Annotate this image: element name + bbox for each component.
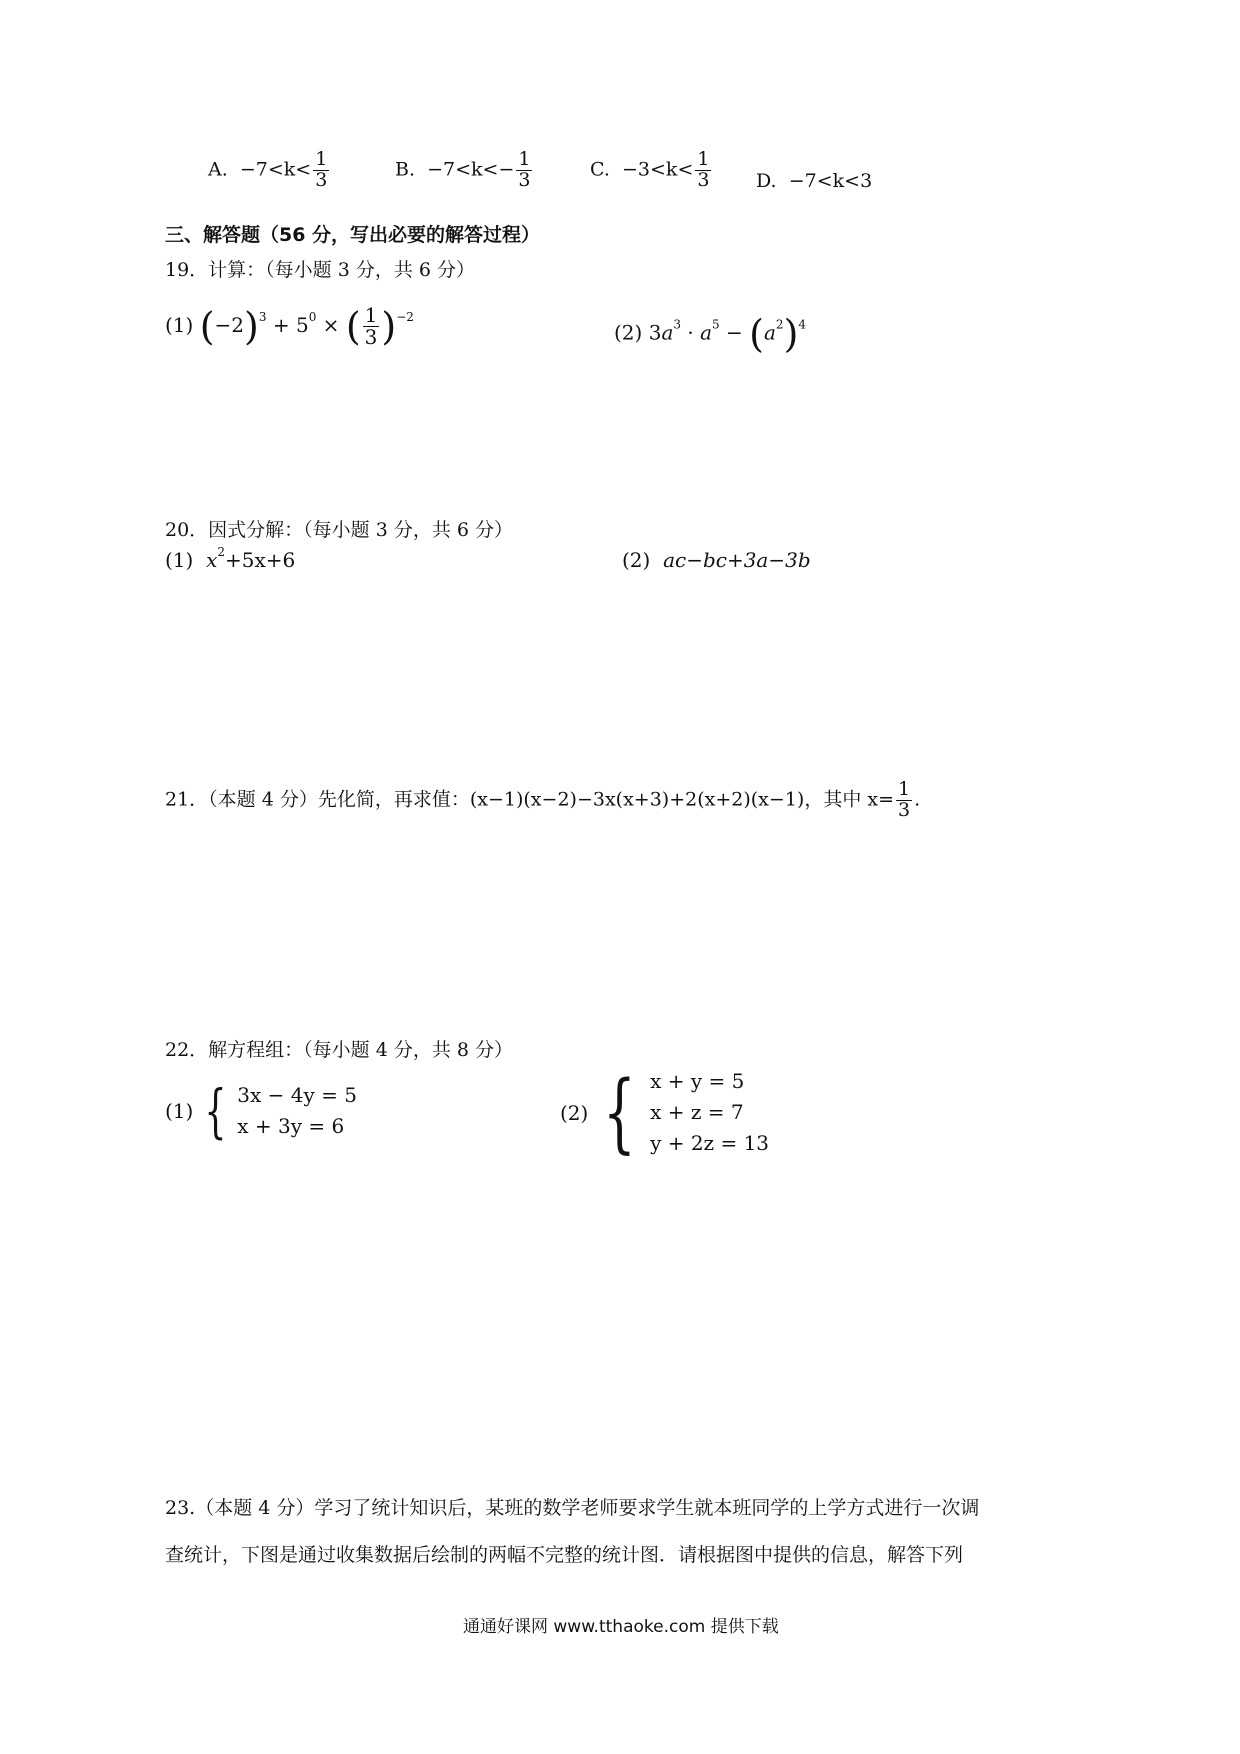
option-a: A. −7<k< $\frac{1}{3}$ bbox=[208, 148, 328, 191]
equation-system: x + y = 5 x + z = 7 y + 2z = 13 bbox=[650, 1069, 770, 1155]
option-b: B. −7<k<− $\frac{1}{3}$ bbox=[395, 148, 531, 191]
q21: 21．（本题 4 分）先化简，再求值：(x−1)(x−2)−3x(x+3)+2(x+2)(x−1)，其中 x= $\frac{1}{3}$ . bbox=[165, 778, 921, 821]
q20-heading: 20．因式分解：（每小题 3 分，共 6 分） bbox=[165, 519, 514, 541]
fraction: $\frac{1}{3}$ bbox=[364, 303, 378, 349]
q23-line1: 23.（本题 4 分）学习了统计知识后，某班的数学老师要求学生就本班同学的上学方式进行一次调 bbox=[165, 1497, 980, 1519]
q22-part2: (2) { x + y = 5 x + z = 7 y + 2z = 13 bbox=[560, 1062, 770, 1163]
q23-line2: 查统计，下图是通过收集数据后绘制的两幅不完整的统计图．请根据图中提供的信息，解答下列 bbox=[165, 1544, 964, 1566]
fraction: $\frac{1}{3}$ bbox=[518, 148, 531, 191]
section-title: 三、解答题（56 分，写出必要的解答过程） bbox=[165, 224, 541, 246]
footer-credit: 通通好课网 www.tthaoke.com 提供下载 bbox=[463, 1617, 779, 1637]
q20-part2: (2) ac−bc+3a−3b bbox=[622, 548, 811, 572]
q20-part1: (1) $x^2+5x+6$ bbox=[165, 545, 296, 572]
q22-heading: 22．解方程组：（每小题 4 分，共 8 分） bbox=[165, 1039, 514, 1061]
fraction: $\frac{1}{3}$ bbox=[315, 148, 328, 191]
brace-icon: { bbox=[204, 1077, 227, 1145]
fraction: $\frac{1}{3}$ bbox=[898, 778, 911, 821]
equation-system: 3x − 4y = 5 x + 3y = 6 bbox=[237, 1083, 357, 1138]
q22-part1: (1) { 3x − 4y = 5 x + 3y = 6 bbox=[165, 1077, 357, 1145]
q19-part1: (1) $(-2)^3 + 5^0$ × ( $\frac{1}{3}$ )$^{-2}$ bbox=[165, 303, 414, 349]
option-d: D. −7<k<3 bbox=[756, 170, 873, 192]
q19-heading: 19．计算：（每小题 3 分，共 6 分） bbox=[165, 259, 476, 281]
brace-icon: { bbox=[603, 1062, 637, 1163]
option-c: C. −3<k< $\frac{1}{3}$ bbox=[590, 148, 710, 191]
q19-part2: (2) $3a^3 \cdot a^5 - (a^2)^4$ bbox=[614, 312, 807, 356]
fraction: $\frac{1}{3}$ bbox=[697, 148, 710, 191]
